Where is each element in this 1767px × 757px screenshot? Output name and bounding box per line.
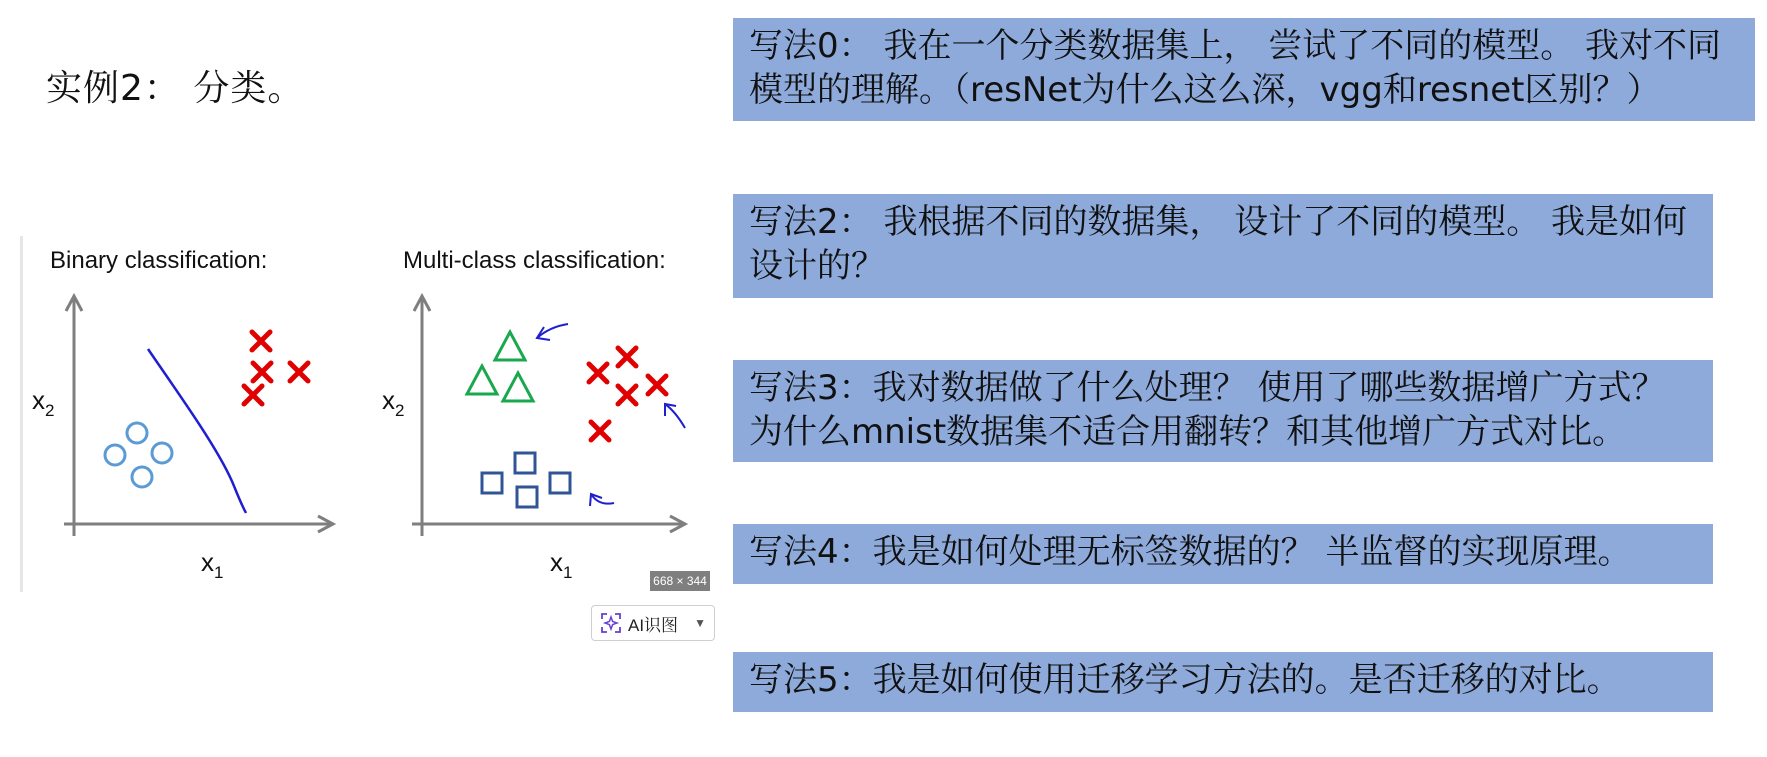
multi-y-label: $x_2$ [382,385,405,420]
multi-crosses [589,348,666,440]
cross-point [290,363,308,381]
multi-axes [412,296,685,536]
cross-point [618,348,636,366]
circle-point [127,423,147,443]
binary-x-label: $x_1$ [201,547,224,582]
cross-point [253,363,271,381]
chevron-down-icon[interactable]: ▼ [694,616,706,630]
text-box-4: 写法4：我是如何处理无标签数据的？ 半监督的实现原理。 [733,524,1713,584]
decision-boundary [148,349,246,513]
binary-title: Binary classification: [50,247,268,274]
cross-point [618,386,636,404]
square-point [482,473,502,493]
cross-point [589,364,607,382]
binary-axes [64,296,333,536]
cross-point [591,422,609,440]
image-size-badge: 668 × 344 [650,571,710,591]
ai-recognize-button[interactable] [591,605,715,641]
square-point [550,473,570,493]
text-box-5: 写法5：我是如何使用迁移学习方法的。是否迁移的对比。 [733,652,1713,712]
circle-point [152,443,172,463]
binary-y-label: $x_2$ [32,385,55,420]
binary-circles [105,423,172,487]
cross-point [648,376,666,394]
triangle-point [467,366,497,394]
multi-title: Multi-class classification: [403,247,666,274]
binary-crosses [244,332,308,404]
text-box-2: 写法2： 我根据不同的数据集， 设计了不同的模型。 我是如何设计的？ [733,194,1713,298]
multi-squares [482,453,570,507]
square-point [517,487,537,507]
cross-point [252,332,270,350]
page-title: 实例2： 分类。 [46,68,305,109]
ai-button-label: AI识图 [628,615,679,635]
cross-point [244,386,262,404]
triangle-point [495,332,525,360]
text-box-3: 写法3：我对数据做了什么处理？ 使用了哪些数据增广方式？为什么mnist数据集不适合用翻转？和其他增广方式对比。 [733,360,1713,462]
annotation-arrows [537,324,685,506]
multi-triangles [467,332,533,401]
circle-point [105,445,125,465]
sparkle-scan-icon [600,612,622,634]
text-box-0: 写法0： 我在一个分类数据集上， 尝试了不同的模型。 我对不同模型的理解。（resNet为什么这么深，vgg和resnet区别？） [733,18,1755,121]
arrow-icon [665,404,685,428]
classification-figure[interactable] [20,236,710,592]
square-point [515,453,535,473]
multi-x-label: $x_1$ [550,547,573,582]
triangle-point [503,373,533,401]
circle-point [132,467,152,487]
